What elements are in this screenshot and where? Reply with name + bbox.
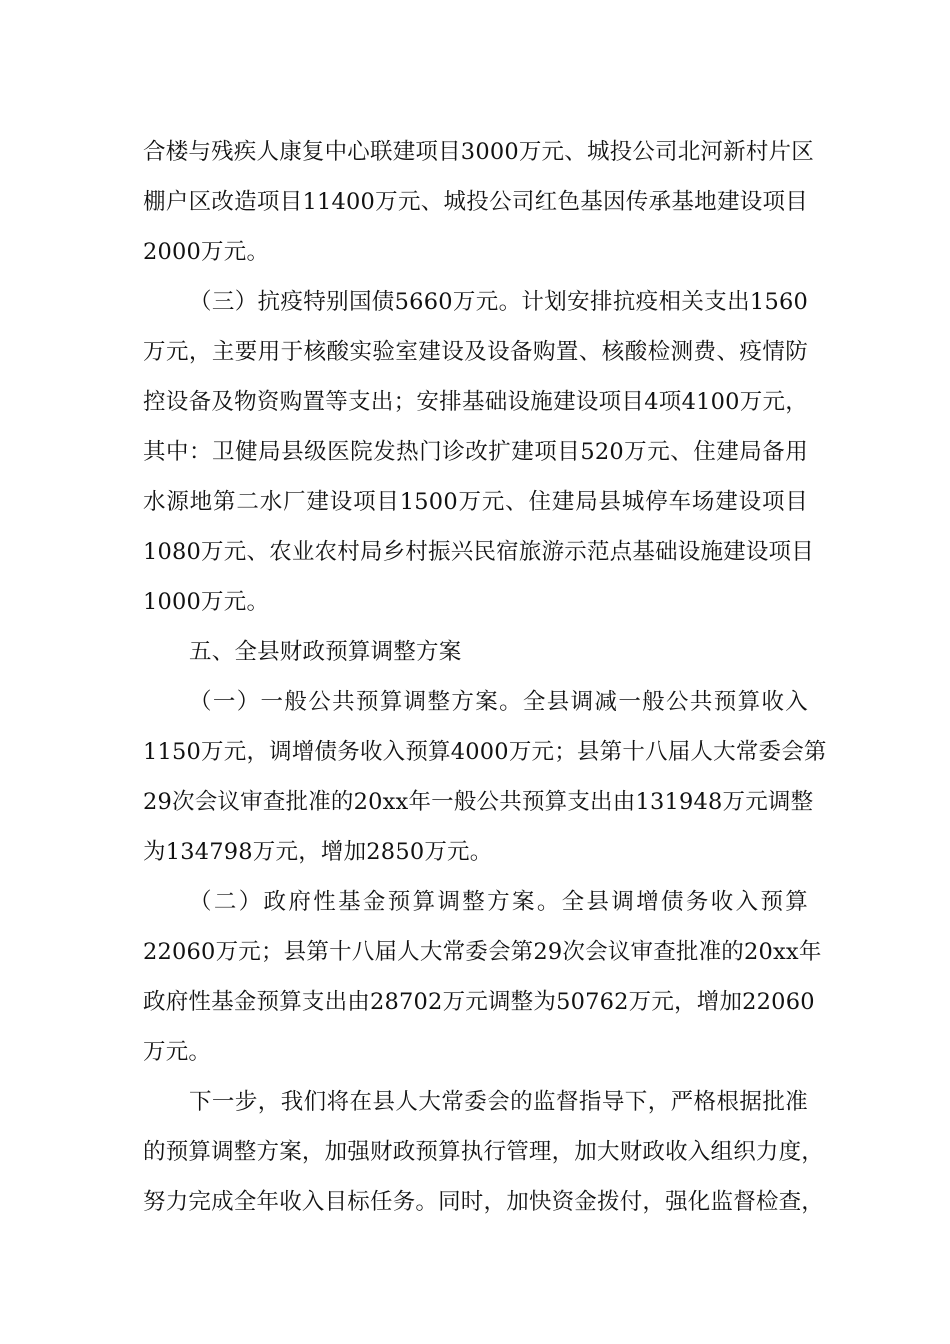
- text-line: 下一步，我们将在县人大常委会的监督指导下，严格根据批准: [189, 1089, 808, 1115]
- text-line: 万元，主要用于核酸实验室建设及设备购置、核酸检测费、疫情防: [143, 339, 808, 365]
- text-line: （三）抗疫特别国债5660万元。计划安排抗疫相关支出1560: [189, 289, 808, 315]
- text-line: 1000万元。: [143, 589, 270, 615]
- text-line: 其中：卫健局县级医院发热门诊改扩建项目520万元、住建局备用: [143, 439, 808, 465]
- text-line: 政府性基金预算支出由28702万元调整为50762万元，增加22060: [143, 989, 815, 1015]
- text-line: 2000万元。: [143, 239, 270, 265]
- text-line: 合楼与残疾人康复中心联建项目3000万元、城投公司北河新村片区: [143, 139, 814, 165]
- text-line: （二）政府性基金预算调整方案。全县调增债务收入预算: [189, 889, 808, 915]
- text-line: 努力完成全年收入目标任务。同时，加快资金拨付，强化监督检查，: [143, 1189, 825, 1215]
- text-line: 控设备及物资购置等支出；安排基础设施建设项目4项4100万元，: [143, 389, 808, 415]
- text-line: 22060万元；县第十八届人大常委会第29次会议审查批准的20xx年: [143, 939, 822, 965]
- text-line: 水源地第二水厂建设项目1500万元、住建局县城停车场建设项目: [143, 489, 808, 515]
- text-line: 的预算调整方案，加强财政预算执行管理，加大财政收入组织力度，: [143, 1139, 825, 1165]
- text-line: 为134798万元，增加2850万元。: [143, 839, 493, 865]
- text-line: 棚户区改造项目11400万元、城投公司红色基因传承基地建设项目: [143, 189, 808, 215]
- text-line: 万元。: [143, 1039, 212, 1065]
- text-line: 1150万元，调增债务收入预算4000万元；县第十八届人大常委会第: [143, 739, 827, 765]
- section-heading: 五、全县财政预算调整方案: [189, 639, 462, 665]
- text-line: 1080万元、农业农村局乡村振兴民宿旅游示范点基础设施建设项目: [143, 539, 814, 565]
- text-line: 29次会议审查批准的20xx年一般公共预算支出由131948万元调整: [143, 789, 814, 815]
- text-line: （一）一般公共预算调整方案。全县调减一般公共预算收入: [189, 689, 808, 715]
